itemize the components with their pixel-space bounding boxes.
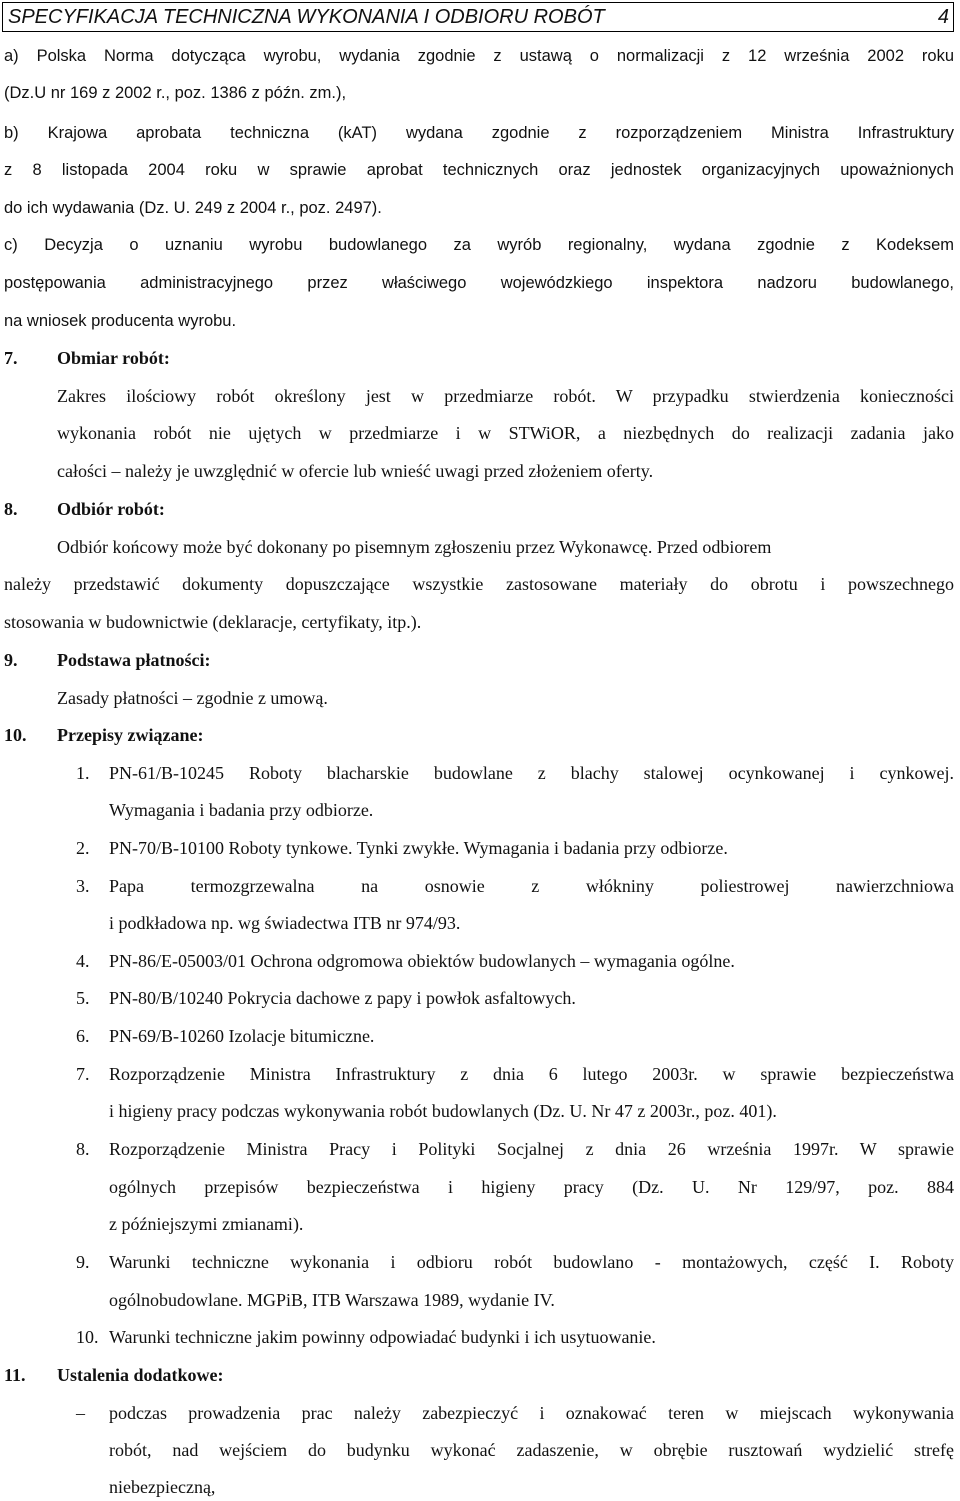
list-item-line: i podkładowa np. wg świadectwa ITB nr 974/93. [109, 913, 461, 933]
page-header [2, 2, 954, 32]
list-item-line: Papa termozgrzewalna na osnowie z włókniny poliestrowej nawierzchniowa [109, 876, 954, 896]
para-a-line-1: a) Polska Norma dotycząca wyrobu, wydania zgodnie z ustawą o normalizacji z 12 września 2002 roku [4, 47, 954, 65]
para-c-line-2: postępowania administracyjnego przez właściwego wojewódzkiego inspektora nadzoru budowlanego, [4, 274, 954, 292]
section-9-line-1: Zasady płatności – zgodnie z umową. [57, 688, 328, 708]
list-item-line: Rozporządzenie Ministra Pracy i Polityki Socjalnej z dnia 26 września 1997r. W sprawie [109, 1139, 954, 1159]
bullet-line: niebezpieczną, [109, 1477, 216, 1497]
section-8-line-2: należy przedstawić dokumenty dopuszczające wszystkie zastosowane materiały do obrotu i powszechnego [4, 574, 954, 594]
section-10-title: Przepisy związane: [57, 725, 204, 745]
section-10-number: 10. [4, 725, 27, 745]
section-11-number: 11. [4, 1365, 26, 1385]
para-a-line-2: (Dz.U nr 169 z 2002 r., poz. 1386 z późn. zm.), [4, 84, 347, 102]
list-item-line: ogólnych przepisów bezpieczeństwa i higieny pracy (Dz. U. Nr 129/97, poz. 884 [109, 1177, 954, 1197]
section-11-title: Ustalenia dodatkowe: [57, 1365, 224, 1385]
list-item-line: Wymagania i badania przy odbiorze. [109, 800, 374, 820]
para-b-line-2: z 8 listopada 2004 roku w sprawie aprobat technicznych oraz jednostek organizacyjnych upoważnionych [4, 161, 954, 179]
section-7-line-2: wykonania robót nie ujętych w przedmiarze i w STWiOR, a niezbędnych do realizacji zadania jako [57, 423, 954, 443]
list-item-line: PN-86/E-05003/01 Ochrona odgromowa obiektów budowlanych – wymagania ogólne. [109, 951, 735, 971]
list-item-number: 9. [76, 1252, 90, 1272]
section-7-line-1: Zakres ilościowy robót określony jest w przedmiarze robót. W przypadku stwierdzenia konieczności [57, 386, 954, 406]
para-b-line-1: b) Krajowa aprobata techniczna (kAT) wydana zgodnie z rozporządzeniem Ministra Infrastruktury [4, 124, 954, 142]
list-item-line: ogólnobudowlane. MGPiB, ITB Warszawa 1989, wydanie IV. [109, 1290, 555, 1310]
section-7-number: 7. [4, 348, 18, 368]
section-8-line-1: Odbiór końcowy może być dokonany po pisemnym zgłoszeniu przez Wykonawcę. Przed odbiorem [57, 537, 772, 557]
bullet-dash: – [76, 1403, 85, 1423]
list-item-number: 7. [76, 1064, 90, 1084]
list-item-line: Rozporządzenie Ministra Infrastruktury z dnia 6 lutego 2003r. w sprawie bezpieczeństwa [109, 1064, 954, 1084]
list-item-number: 1. [76, 763, 90, 783]
list-item-number: 6. [76, 1026, 90, 1046]
para-c-line-3: na wniosek producenta wyrobu. [4, 312, 237, 330]
bullet-line: podczas prowadzenia prac należy zabezpieczyć i oznakować teren w miejscach wykonywania [109, 1403, 954, 1423]
para-b-line-3: do ich wydawania (Dz. U. 249 z 2004 r., poz. 2497). [4, 199, 382, 217]
section-9-number: 9. [4, 650, 18, 670]
list-item-number: 3. [76, 876, 90, 896]
list-item-line: PN-69/B-10260 Izolacje bitumiczne. [109, 1026, 375, 1046]
list-item-line: PN-80/B/10240 Pokrycia dachowe z papy i powłok asfaltowych. [109, 988, 576, 1008]
section-7-title: Obmiar robót: [57, 348, 170, 368]
section-9-title: Podstawa płatności: [57, 650, 211, 670]
section-7-line-3: całości – należy je uwzględnić w ofercie lub wnieść uwagi przed złożeniem oferty. [57, 461, 654, 481]
list-item-line: z późniejszymi zmianami). [109, 1214, 304, 1234]
list-item-line: PN-61/B-10245 Roboty blacharskie budowlane z blachy stalowej ocynkowanej i cynkowej. [109, 763, 954, 783]
list-item-number: 5. [76, 988, 90, 1008]
section-8-line-3: stosowania w budownictwie (deklaracje, certyfikaty, itp.). [4, 612, 422, 632]
list-item-number: 8. [76, 1139, 90, 1159]
section-8-number: 8. [4, 499, 18, 519]
list-item-line: PN-70/B-10100 Roboty tynkowe. Tynki zwykłe. Wymagania i badania przy odbiorze. [109, 838, 728, 858]
para-c-line-1: c) Decyzja o uznaniu wyrobu budowlanego za wyrób regionalny, wydana zgodnie z Kodeksem [4, 236, 954, 254]
document-title: SPECYFIKACJA TECHNICZNA WYKONANIA I ODBIORU ROBÓT [8, 6, 605, 28]
list-item-line: Warunki techniczne jakim powinny odpowiadać budynki i ich usytuowanie. [109, 1327, 656, 1347]
list-item-number: 4. [76, 951, 90, 971]
list-item-number: 10. [76, 1327, 99, 1347]
page-number: 4 [937, 6, 949, 28]
list-item-line: Warunki techniczne wykonania i odbioru robót budowlano - montażowych, część I. Roboty [109, 1252, 954, 1272]
section-8-title: Odbiór robót: [57, 499, 165, 519]
bullet-line: robót, nad wejściem do budynku wykonać zadaszenie, w obrębie rusztowań wydzielić strefę [109, 1440, 954, 1460]
list-item-line: i higieny pracy podczas wykonywania robót budowlanych (Dz. U. Nr 47 z 2003r., poz. 401). [109, 1101, 777, 1121]
list-item-number: 2. [76, 838, 90, 858]
